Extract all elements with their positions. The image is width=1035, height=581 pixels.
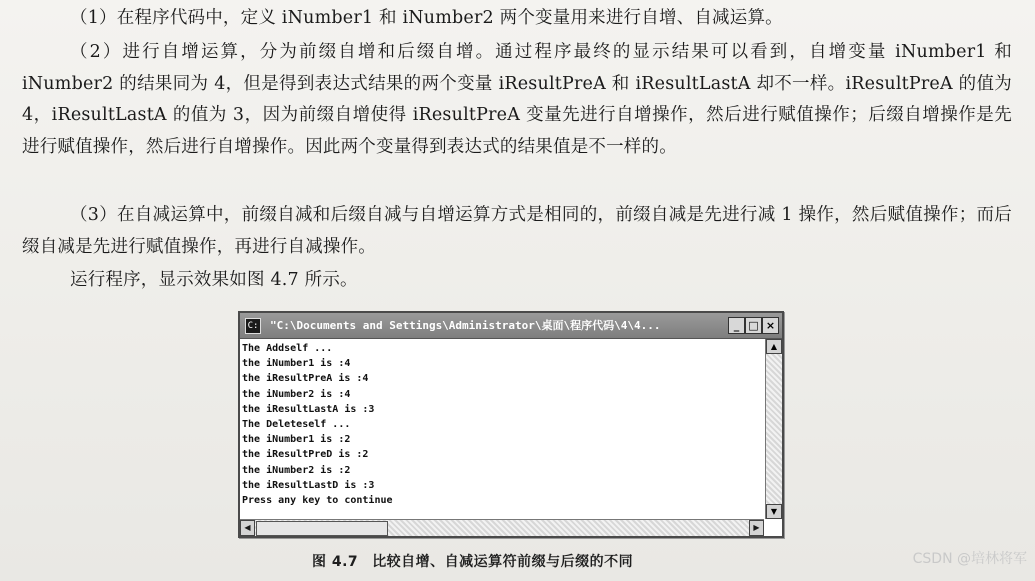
console-line: the iNumber2 is :4 — [242, 388, 351, 400]
minimize-button[interactable]: _ — [728, 317, 745, 334]
watermark: CSDN @培林将军 — [912, 551, 1027, 567]
horizontal-scrollbar[interactable] — [240, 519, 764, 536]
paragraph-4: 运行程序，显示效果如图 4.7 所示。 — [70, 270, 358, 290]
console-line: Press any key to continue — [242, 494, 393, 506]
maximize-button[interactable]: □ — [745, 317, 762, 334]
console-line: the iNumber1 is :4 — [242, 358, 351, 370]
console-icon: C: — [245, 318, 261, 334]
console-window — [238, 311, 784, 538]
close-button[interactable]: × — [762, 317, 779, 334]
vertical-scrollbar[interactable] — [765, 339, 782, 519]
console-line: the iResultLastA is :3 — [242, 403, 375, 415]
figure-number: 图 4.7 — [312, 554, 359, 570]
scroll-left-arrow-icon[interactable]: ◀ — [240, 520, 255, 536]
console-line: the iNumber2 is :2 — [242, 464, 351, 476]
figure-caption — [312, 551, 633, 571]
scroll-right-arrow-icon[interactable]: ▶ — [749, 520, 764, 536]
console-output — [242, 341, 762, 513]
paragraph-2: （2）进行自增运算，分为前缀自增和后缀自增。通过程序最终的显示结果可以看到，自增变量 iNumber1 和 iNumber2 的结果同为 4，但是得到表达式结果的两个变量 iResultPreA 和 iResultLastA 却不一样。iResultPreA 的值为 4，iResultLastA 的值为 3，因为前缀自增使得 iResultPreA 变量先进行自增操作，然后进行赋值操作；后缀自增操作是先进行赋值操作，然后进行自增操作。因此两个变量得到表达式的结果值是不一样的。 — [22, 42, 1012, 157]
console-line: the iNumber1 is :2 — [242, 434, 351, 446]
window-title: "C:\Documents and Settings\Administrator\桌面\程序代码\4\4... — [270, 319, 661, 332]
figure-caption-text: 比较自增、自减运算符前缀与后缀的不同 — [372, 554, 634, 570]
console-line: The Addself ... — [242, 343, 333, 354]
scroll-up-arrow-icon[interactable]: ▲ — [766, 339, 782, 354]
scroll-down-arrow-icon[interactable]: ▼ — [766, 504, 782, 519]
console-line: the iResultPreD is :2 — [242, 449, 369, 461]
paragraph-1: （1）在程序代码中，定义 iNumber1 和 iNumber2 两个变量用来进行自增、自减运算。 — [70, 8, 783, 28]
paragraph-3: （3）在自减运算中，前缀自减和后缀自减与自增运算方式是相同的，前缀自减是先进行减 1 操作，然后赋值操作；而后缀自减是先进行赋值操作，再进行自减操作。 — [22, 205, 1012, 257]
console-line: the iResultLastD is :3 — [242, 479, 375, 491]
scroll-thumb[interactable] — [256, 521, 388, 536]
console-line: the iResultPreA is :4 — [242, 373, 369, 385]
window-titlebar[interactable] — [240, 313, 782, 339]
console-line: The Deleteself ... — [242, 418, 351, 430]
